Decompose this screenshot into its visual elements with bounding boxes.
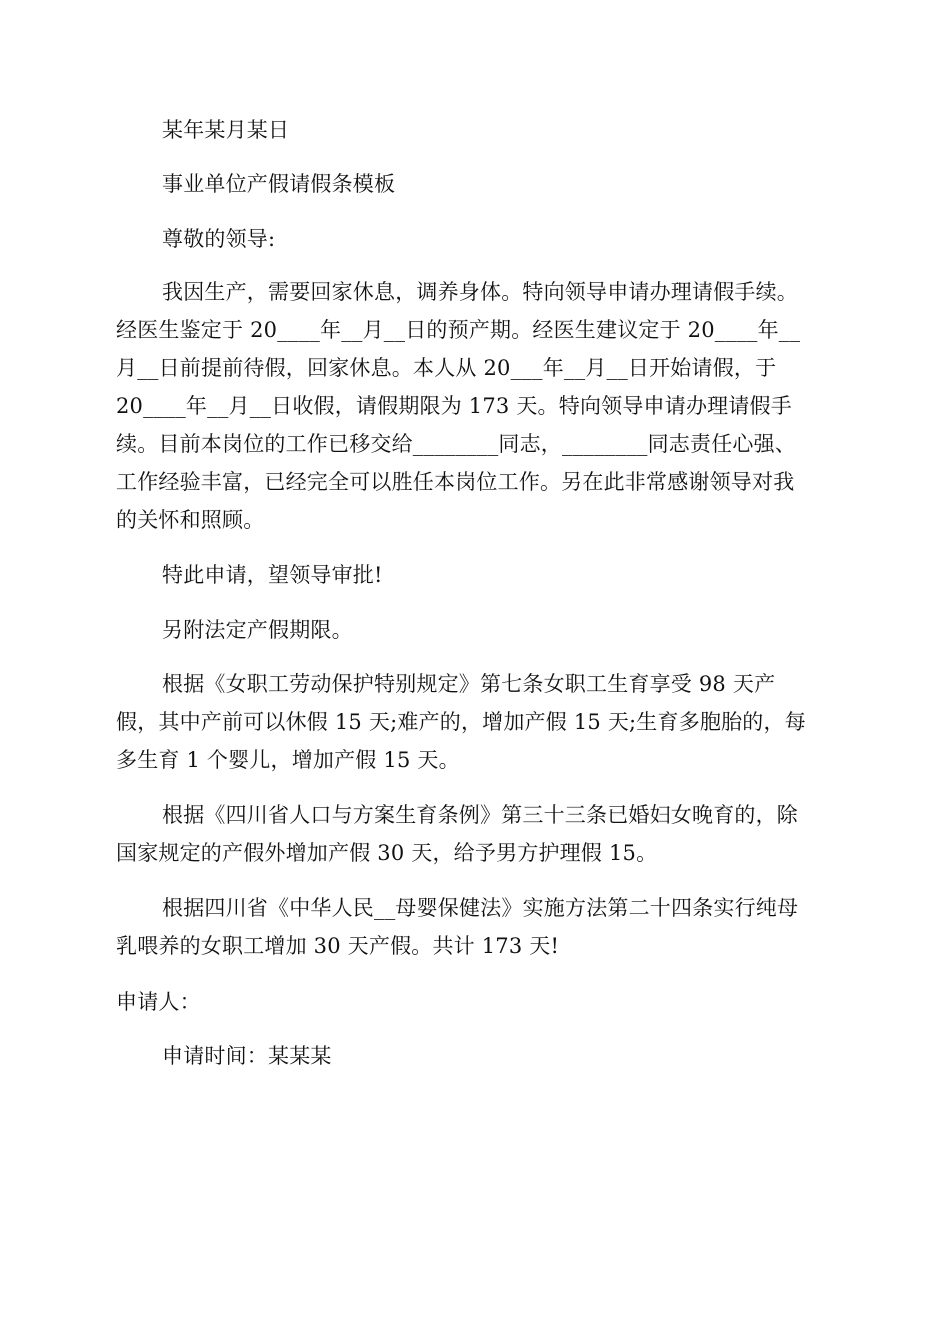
law-line: 根据《女职工劳动保护特别规定》第七条女职工生育享受 98 天产 (162, 672, 776, 696)
law-line: 乳喂养的女职工增加 30 天产假。共计 173 天! (116, 934, 560, 958)
closing-line: 特此申请，望领导审批! (162, 563, 383, 587)
law-line: 假，其中产前可以休假 15 天;难产的，增加产假 15 天;生育多胞胎的，每 (116, 710, 806, 734)
body-line: 的关怀和照顾。 (116, 508, 265, 532)
body-line: 经医生鉴定于 20____年__月__日的预产期。经医生建议定于 20____年__ (116, 318, 801, 342)
body-line: 月__日前提前待假，回家休息。本人从 20___年__月__日开始请假，于 (116, 356, 777, 380)
body-line: 续。目前本岗位的工作已移交给________同志，________同志责任心强、 (116, 432, 796, 456)
date-line: 某年某月某日 (162, 118, 290, 142)
law-line: 多生育 1 个婴儿，增加产假 15 天。 (116, 748, 460, 772)
body-line: 20____年__月__日收假，请假期限为 173 天。特向领导申请办理请假手 (116, 394, 792, 418)
appendix-intro: 另附法定产假期限。 (162, 618, 353, 642)
apply-time: 申请时间：某某某 (162, 1044, 332, 1068)
law-paragraph-3 (116, 889, 836, 965)
law-line: 根据《四川省人口与方案生育条例》第三十三条已婚妇女晚育的，除 (162, 803, 798, 827)
body-line: 工作经验丰富，已经完全可以胜任本岗位工作。另在此非常感谢领导对我 (116, 470, 795, 494)
body-line: 我因生产，需要回家休息，调养身体。特向领导申请办理请假手续。 (162, 280, 798, 304)
law-paragraph-2 (116, 796, 836, 872)
document-title: 事业单位产假请假条模板 (162, 172, 396, 196)
law-paragraph-1 (116, 665, 836, 779)
body-paragraph (116, 273, 836, 539)
law-line: 国家规定的产假外增加产假 30 天，给予男方护理假 15。 (116, 841, 658, 865)
law-line: 根据四川省《中华人民__母婴保健法》实施方法第二十四条实行纯母 (162, 896, 799, 920)
salutation: 尊敬的领导: (162, 227, 276, 251)
applicant-label: 申请人： (116, 990, 201, 1014)
